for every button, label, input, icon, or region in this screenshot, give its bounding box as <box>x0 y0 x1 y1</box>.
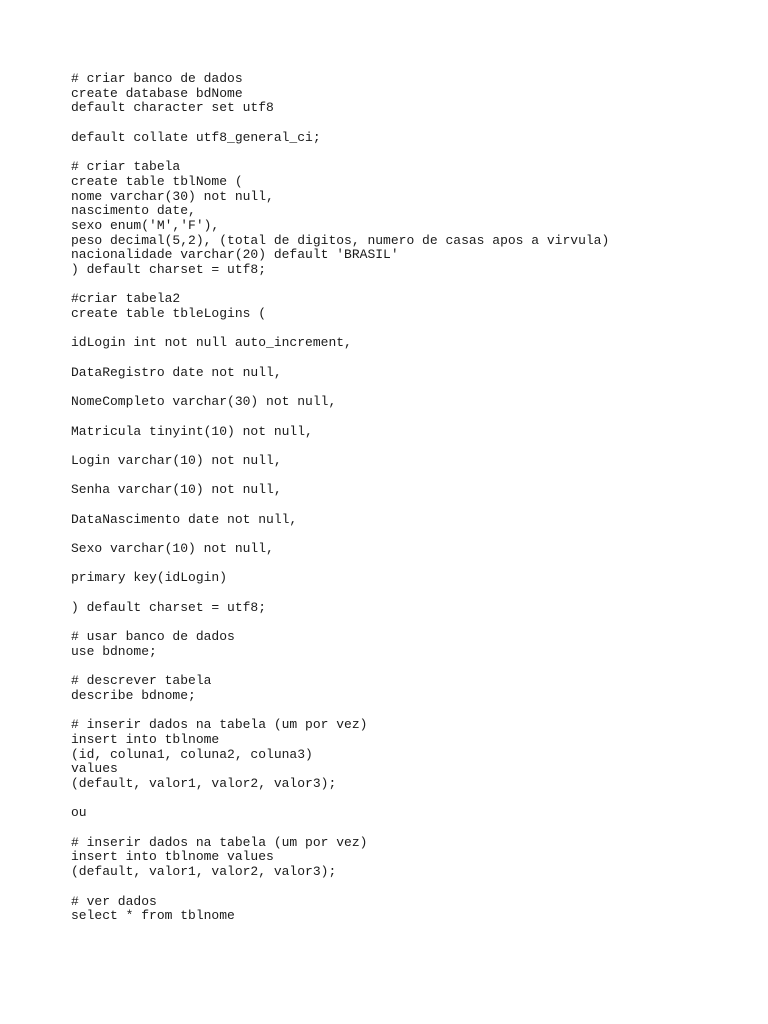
comment-line: # criar banco de dados <box>71 71 243 86</box>
code-line: Login varchar(10) not null, <box>71 452 282 468</box>
code-line: DataNascimento date not null, <box>71 511 298 527</box>
code-line: create database bdNome <box>71 85 243 101</box>
code-line: Senha varchar(10) not null, <box>71 482 282 498</box>
blank-line <box>71 380 751 395</box>
code-line: primary key(idLogin) <box>71 570 228 586</box>
blank-line <box>71 660 751 675</box>
code-line: sexo enum('M','F'), <box>71 217 220 233</box>
code-line: select * from tblnome <box>71 908 235 924</box>
code-line: create table tbleLogins ( <box>71 306 267 321</box>
comment-line: #criar tabela2 <box>71 291 181 307</box>
code-line: Sexo varchar(10) not null, <box>71 541 274 556</box>
blank-line <box>71 116 751 131</box>
blank-line <box>71 498 751 513</box>
code-line: nascimento date, <box>71 203 196 219</box>
code-line: ou <box>71 805 87 821</box>
code-line: ) default charset = utf8; <box>71 261 267 277</box>
code-line: idLogin int not null auto_increment, <box>71 335 352 351</box>
blank-line <box>71 615 751 630</box>
comment-line: # inserir dados na tabela (um por vez) <box>71 834 368 850</box>
code-line: values <box>71 761 118 777</box>
code-line: DataRegistro date not null, <box>71 364 282 380</box>
code-line: nacionalidade varchar(20) default 'BRASIL' <box>71 247 399 263</box>
blank-line <box>71 557 751 572</box>
code-line: (default, valor1, valor2, valor3); <box>71 864 337 880</box>
blank-line <box>71 469 751 484</box>
comment-line: # criar tabela <box>71 159 181 175</box>
code-line: default collate utf8_general_ci; <box>71 129 321 145</box>
code-line: peso decimal(5,2), (total de digitos, numero de casas apos a virvula) <box>71 232 610 248</box>
code-line: ) default charset = utf8; <box>71 599 267 615</box>
code-line: use bdnome; <box>71 643 157 659</box>
blank-line <box>71 322 751 337</box>
comment-line: # ver dados <box>71 893 157 909</box>
blank-line <box>71 145 751 160</box>
document-page <box>71 72 751 924</box>
code-line: insert into tblnome values <box>71 849 274 865</box>
code-line: create table tblNome ( <box>71 173 243 189</box>
code-line: (default, valor1, valor2, valor3); <box>71 776 337 791</box>
code-line: nome varchar(30) not null, <box>71 188 274 204</box>
blank-line <box>71 278 751 293</box>
blank-line <box>71 821 751 836</box>
code-line: insert into tblnome <box>71 731 220 747</box>
code-line: default character set utf8 <box>71 100 274 116</box>
blank-line <box>71 527 751 542</box>
code-line: NomeCompleto varchar(30) not null, <box>71 394 337 410</box>
blank-line <box>71 351 751 366</box>
blank-line <box>71 880 751 895</box>
blank-line <box>71 439 751 454</box>
blank-line <box>71 704 751 719</box>
blank-line <box>71 586 751 601</box>
comment-line: # usar banco de dados <box>71 629 235 645</box>
blank-line <box>71 792 751 807</box>
code-line: describe bdnome; <box>71 687 196 703</box>
code-line: Matricula tinyint(10) not null, <box>71 423 313 439</box>
blank-line <box>71 410 751 425</box>
comment-line: # descrever tabela <box>71 673 212 689</box>
code-line: (id, coluna1, coluna2, coluna3) <box>71 746 313 762</box>
comment-line: # inserir dados na tabela (um por vez) <box>71 717 368 733</box>
